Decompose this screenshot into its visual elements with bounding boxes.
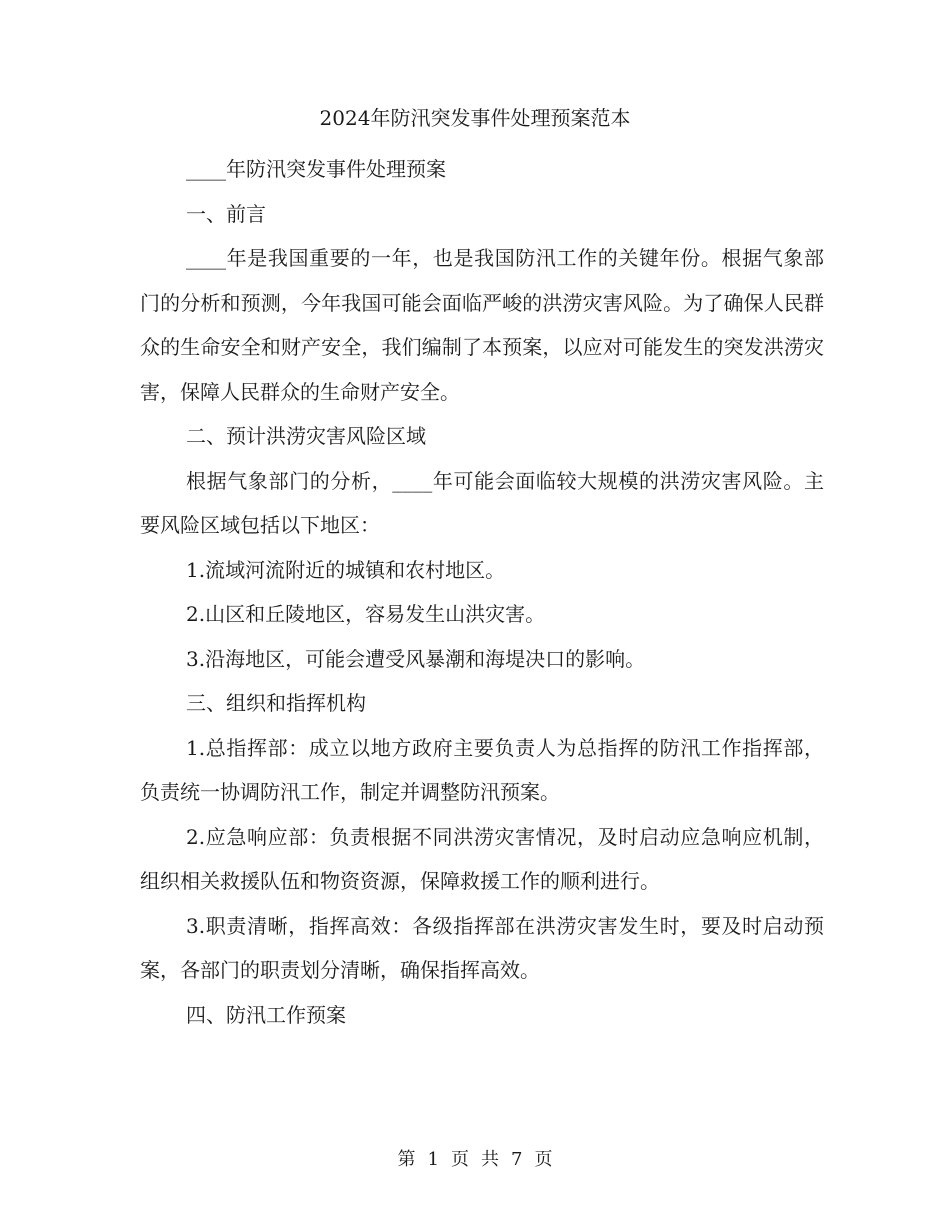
risk-area-item-2: 2.山区和丘陵地区，容易发生山洪灾害。 — [186, 602, 546, 626]
section-heading-preface: 一、前言 — [186, 201, 266, 226]
organization-item-2: 2.应急响应部：负责根据不同洪涝灾害情况，及时启动应急响应机制，组织相关救援队伍和物资资源，保障救援工作的顺利进行。 — [140, 824, 824, 893]
footer-gong: 共 — [481, 1149, 499, 1170]
document-title: 2024年防汛突发事件处理预案范本 — [319, 106, 631, 130]
page-total: 7 — [511, 1149, 523, 1170]
risk-area-item-3: 3.沿海地区，可能会遭受风暴潮和海堤决口的影响。 — [186, 646, 646, 671]
page-number: 1 — [427, 1149, 439, 1170]
preface-paragraph: ____年是我国重要的一年，也是我国防汛工作的关键年份。根据气象部门的分析和预测，今年我国可能会面临严峻的洪涝灾害风险。为了确保人民群众的生命安全和财产安全，我们编制了本预案，以应对可能发生的突发洪涝灾害，保障人民群众的生命财产安全。 — [140, 246, 824, 404]
section-heading-risk-areas: 二、预计洪涝灾害风险区域 — [186, 424, 426, 448]
organization-item-1: 1.总指挥部：成立以地方政府主要负责人为总指挥的防汛工作指挥部，负责统一协调防汛工作，制定并调整防汛预案。 — [140, 735, 824, 804]
risk-area-item-1: 1.流域河流附近的城镇和农村地区。 — [186, 557, 506, 582]
footer-ye-end: 页 — [534, 1149, 553, 1170]
section-heading-organization: 三、组织和指挥机构 — [186, 691, 366, 715]
document-body — [140, 147, 824, 1037]
section-heading-plan: 四、防汛工作预案 — [186, 1002, 346, 1027]
organization-item-3: 3.职责清晰，指挥高效：各级指挥部在洪涝灾害发生时，要及时启动预案，各部门的职责划分清晰，确保指挥高效。 — [140, 913, 824, 982]
footer-ye: 页 — [451, 1149, 469, 1170]
footer-di: 第 — [397, 1149, 416, 1170]
page-footer — [0, 1146, 950, 1174]
risk-areas-paragraph: 根据气象部门的分析，____年可能会面临较大规模的洪涝灾害风险。主要风险区域包括以下地区： — [140, 468, 824, 537]
subtitle-paragraph: ____年防汛突发事件处理预案 — [186, 157, 446, 181]
